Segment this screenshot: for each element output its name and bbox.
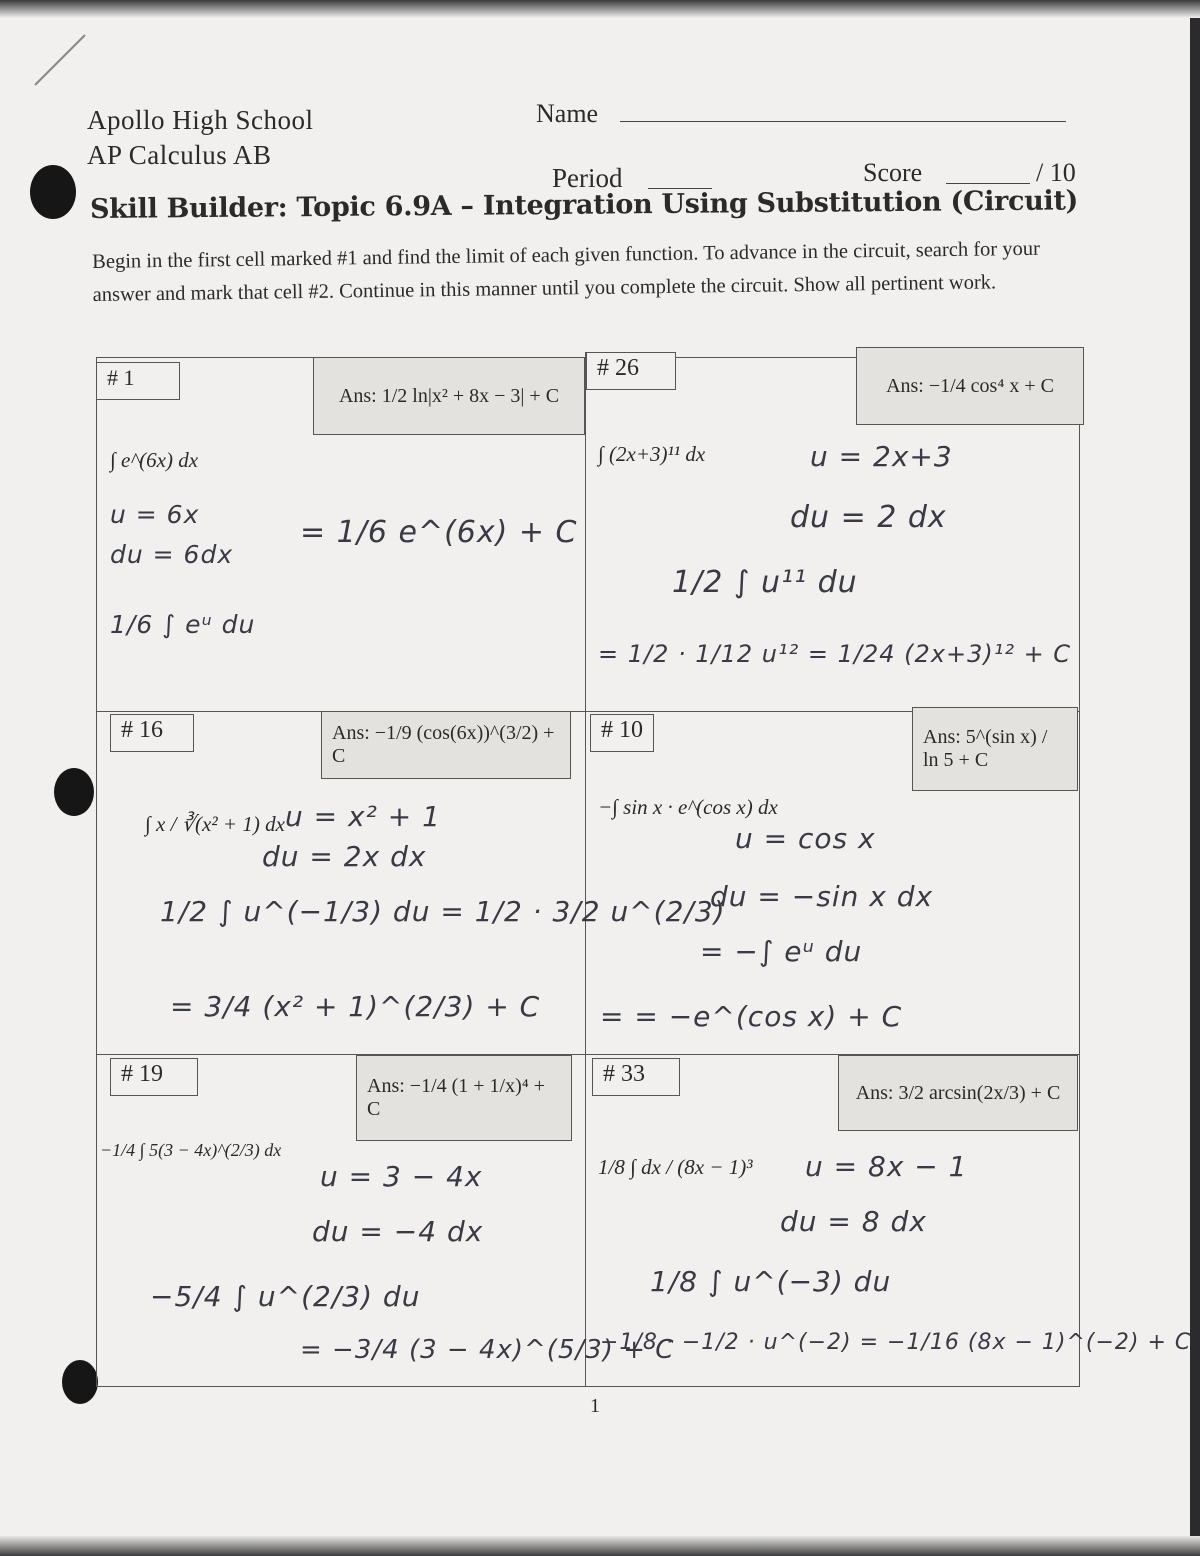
handwritten-work: −5/4 ∫ u^(2/3) du (150, 1280, 421, 1313)
cell-problem: −∫ sin x · e^(cos x) dx (598, 795, 778, 819)
cell-number: # 1 (96, 362, 180, 400)
handwritten-work: 1/8 ∫ u^(−3) du (650, 1265, 892, 1298)
handwritten-work: = = −e^(cos x) + C (600, 1000, 903, 1033)
handwritten-work: u = 8x − 1 (805, 1150, 968, 1183)
page-number: 1 (590, 1395, 600, 1417)
handwritten-work: = 1/6 e^(6x) + C (300, 515, 578, 550)
cell-problem: 1/8 ∫ dx / (8x − 1)³ (598, 1155, 753, 1179)
school-name: Apollo High School (87, 105, 314, 135)
handwritten-work: u = 6x (110, 500, 200, 529)
cell-problem: ∫ x / ∛(x² + 1) dx (145, 812, 285, 836)
cell-answer: Ans: 3/2 arcsin(2x/3) + C (838, 1055, 1078, 1131)
handwritten-work: = 1/2 · 1/12 u¹² = 1/24 (2x+3)¹² + C (598, 640, 1072, 668)
handwritten-work: du = 8 dx (780, 1205, 927, 1238)
cell-number: # 26 (586, 352, 676, 390)
cell-number: # 10 (590, 714, 654, 752)
page-top-edge (0, 0, 1200, 18)
handwritten-work: u = cos x (735, 822, 876, 855)
binder-hole-icon (54, 768, 94, 816)
cell-answer: Ans: −1/4 cos⁴ x + C (856, 347, 1084, 425)
handwritten-work: du = 2x dx (262, 840, 427, 873)
handwritten-work: u = 3 − 4x (320, 1160, 483, 1193)
cell-answer: Ans: −1/9 (cos(6x))^(3/2) + C (321, 711, 571, 779)
cell-number: # 33 (592, 1058, 680, 1096)
handwritten-work: 1/2 ∫ u^(−1/3) du = 1/2 · 3/2 u^(2/3) (160, 895, 726, 928)
cell-problem: ∫ e^(6x) dx (110, 448, 199, 472)
handwritten-work: 1/2 ∫ u¹¹ du (672, 565, 858, 600)
handwritten-work: −1/8 · −1/2 · u^(−2) = −1/16 (8x − 1)^(−2) + C (600, 1330, 1192, 1355)
cell-answer: Ans: −1/4 (1 + 1/x)⁴ + C (356, 1055, 572, 1141)
score-label: Score (863, 158, 923, 187)
cell-answer: Ans: 1/2 ln|x² + 8x − 3| + C (313, 357, 585, 435)
handwritten-work: du = 6dx (110, 540, 234, 569)
score-total: / 10 (1036, 158, 1076, 187)
course-name: AP Calculus AB (87, 140, 272, 170)
handwritten-work: = −3/4 (3 − 4x)^(5/3) + C (300, 1335, 675, 1365)
page-title: Skill Builder: Topic 6.9A – Integration Using Substitution (Circuit) (89, 185, 1079, 225)
cell-number: # 19 (110, 1058, 198, 1096)
binder-hole-icon (62, 1360, 98, 1404)
cell-problem: −1/4 ∫ 5(3 − 4x)^(2/3) dx (100, 1140, 282, 1160)
handwritten-work: = 3/4 (x² + 1)^(2/3) + C (170, 990, 541, 1023)
cell-problem: ∫ (2x+3)¹¹ dx (598, 442, 706, 466)
instructions: Begin in the first cell marked #1 and find the limit of each given function. To advance in the circuit, search for your answer and mark that cell #2. Continue in this manner until you complete the circuit. Show all pertinent work. (92, 237, 1041, 306)
name-label: Name (536, 99, 599, 128)
handwritten-work: 1/6 ∫ eᵘ du (110, 610, 256, 639)
handwritten-work: u = 2x+3 (810, 440, 953, 473)
handwritten-work: du = −sin x dx (710, 880, 934, 913)
score-line[interactable] (946, 183, 1030, 184)
handwritten-work: du = −4 dx (312, 1215, 484, 1248)
cell-answer: Ans: 5^(sin x) / ln 5 + C (912, 707, 1078, 791)
handwritten-work: du = 2 dx (790, 500, 947, 535)
grid-divider-vertical (585, 352, 586, 1387)
handwritten-work: = −∫ eᵘ du (700, 935, 863, 968)
pencil-stroke-icon (30, 30, 90, 90)
period-label: Period (552, 163, 623, 193)
binder-hole-icon (30, 165, 76, 219)
name-line[interactable] (620, 121, 1066, 122)
cell-number: # 16 (110, 714, 194, 752)
page-bottom-edge (0, 1536, 1200, 1556)
handwritten-work: u = x² + 1 (285, 800, 441, 833)
